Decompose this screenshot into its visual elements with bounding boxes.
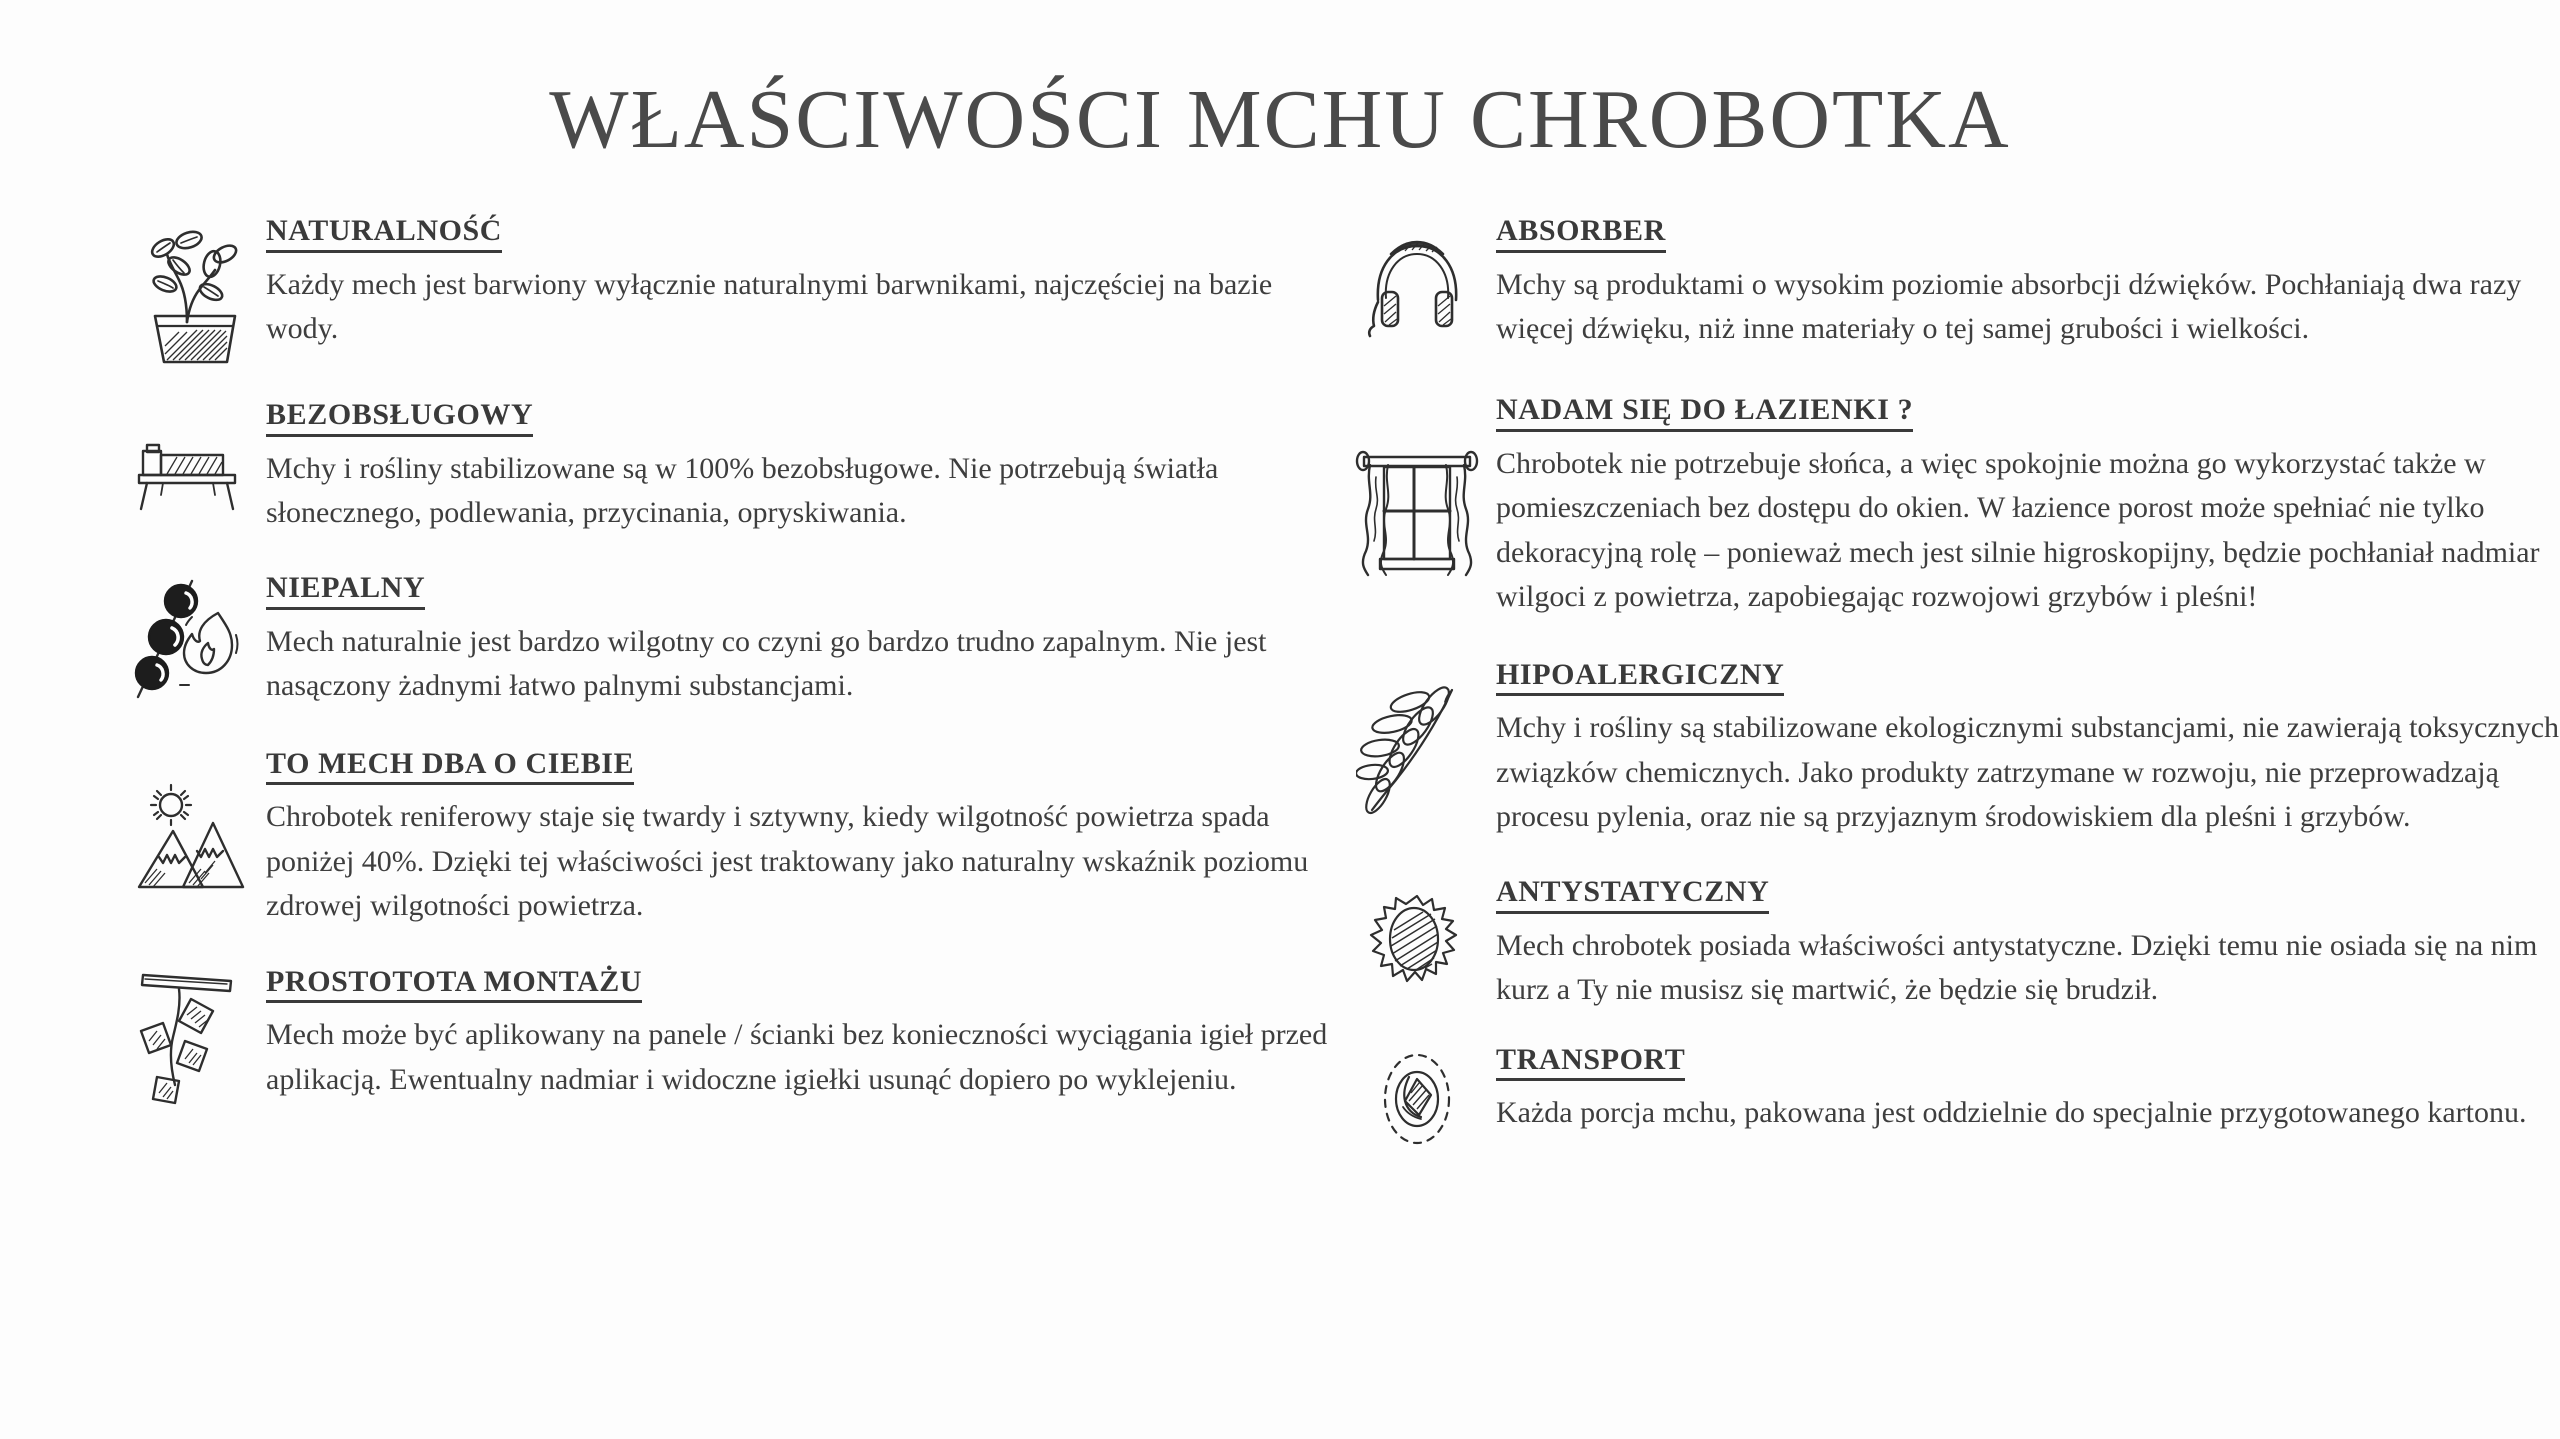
window-curtains-icon xyxy=(1342,435,1492,577)
feature-body xyxy=(1492,658,2560,840)
feature-heading: PROSTOTOTA MONTAŻU xyxy=(266,965,642,1004)
feature-heading: NADAM SIĘ DO ŁAZIENKI ? xyxy=(1496,393,1913,432)
feature-heading: TRANSPORT xyxy=(1496,1043,1685,1082)
bench-sofa-icon xyxy=(112,421,262,513)
flame-berries-icon xyxy=(112,575,262,705)
feature-niepalny xyxy=(112,571,1330,708)
feature-body xyxy=(1492,1043,2560,1136)
feature-body xyxy=(1492,875,2560,1012)
feature-text: Mchy i rośliny są stabilizowane ekologicznymi substancjami, nie zawierają toksycznych związków chemicznych. Jako produkty zatrzymane w rozwoju, nie przeprowadzają procesu pylenia, oraz nie są przyjaznym środowiskiem dla pleśni i grzybów. xyxy=(1496,711,2560,833)
feature-body xyxy=(262,965,1330,1102)
feature-transport xyxy=(1342,1043,2560,1155)
mountains-sun-icon xyxy=(112,775,262,901)
page-title: WŁAŚCIWOŚCI MCHU CHROBOTKA xyxy=(549,73,2011,166)
feature-text: Chrobotek nie potrzebuje słońca, a więc spokojnie można go wykorzystać także w pomieszczeniach bez dostępu do okien. W łazience porost może spełniać nie tylko dekoracyjną rolę – ponieważ mech jest silnie higroskopijny, będzie pochłaniał nadmiar wilgoci z powietrza, zapobiegając rozwojowi grzybów i pleśni! xyxy=(1496,446,2540,614)
feature-heading: NIEPALNY xyxy=(266,571,425,610)
feature-body xyxy=(1492,214,2560,351)
feature-text: Każda porcja mchu, pakowana jest oddzielnie do specjalnie przygotowanego kartonu. xyxy=(1496,1096,2527,1130)
feature-hipoalergiczny xyxy=(1342,658,2560,840)
headphones-icon xyxy=(1342,224,1492,342)
feature-heading: TO MECH DBA O CIEBIE xyxy=(266,747,634,786)
feature-heading: NATURALNOŚĆ xyxy=(266,214,502,253)
hanging-tags-icon xyxy=(112,965,262,1105)
feature-bezobslugowy xyxy=(112,398,1330,535)
package-delivery-icon xyxy=(1342,1043,1492,1155)
feature-antystatyczny xyxy=(1342,875,2560,1012)
right-column xyxy=(1330,214,2560,1155)
feature-absorber xyxy=(1342,214,2560,351)
feature-to-mech-dba-o-ciebie xyxy=(112,747,1330,929)
feature-nadam-sie-do-lazienki xyxy=(1342,393,2560,619)
feature-body xyxy=(262,571,1330,708)
left-column xyxy=(0,214,1330,1155)
content-columns xyxy=(0,214,2560,1155)
feature-body xyxy=(1492,393,2560,619)
feature-heading: ABSORBER xyxy=(1496,214,1666,253)
feature-text: Mchy i rośliny stabilizowane są w 100% bezobsługowe. Nie potrzebują światła słonecznego, podlewania, przycinania, opryskiwania. xyxy=(266,451,1219,529)
feature-prostotota-montazu xyxy=(112,965,1330,1105)
potted-plant-icon xyxy=(112,214,262,364)
feature-body xyxy=(262,398,1330,535)
feature-text: Mech może być aplikowany na panele / ścianki bez konieczności wyciągania igieł przed aplikacją. Ewentualny nadmiar i widoczne igiełki usunąć dopiero po wyklejeniu. xyxy=(266,1018,1328,1096)
feature-text: Każdy mech jest barwiony wyłącznie naturalnymi barwnikami, najczęściej na bazie wody. xyxy=(266,267,1273,345)
feature-text: Mech chrobotek posiada właściwości antystatyczne. Dzięki temu nie osiada się na nim kurz a Ty nie musisz się martwić, że będzie się brudził. xyxy=(1496,928,2538,1007)
feature-heading: BEZOBSŁUGOWY xyxy=(266,398,533,437)
feature-heading: HIPOALERGICZNY xyxy=(1496,658,1784,697)
feature-text: Mech naturalnie jest bardzo wilgotny co czyni go bardzo trudno zapalnym. Nie jest nasączony żadnymi łatwo palnymi substancjami. xyxy=(266,624,1267,703)
feature-body xyxy=(262,747,1330,929)
static-spark-ball-icon xyxy=(1342,888,1492,1000)
feature-heading: ANTYSTATYCZNY xyxy=(1496,875,1769,914)
leaf-branch-icon xyxy=(1342,680,1492,816)
feature-body xyxy=(262,214,1330,351)
feature-text: Mchy są produktami o wysokim poziomie absorbcji dźwięków. Pochłaniają dwa razy więcej dźwięku, niż inne materiały o tej samej grubości i wielkości. xyxy=(1496,267,2522,345)
feature-naturalnosc xyxy=(112,214,1330,364)
feature-text: Chrobotek reniferowy staje się twardy i sztywny, kiedy wilgotność powietrza spada poniżej 40%. Dzięki tej właściwości jest traktowany jako naturalny wskaźnik poziomu zdrowej wilgotności powietrza. xyxy=(266,800,1309,923)
